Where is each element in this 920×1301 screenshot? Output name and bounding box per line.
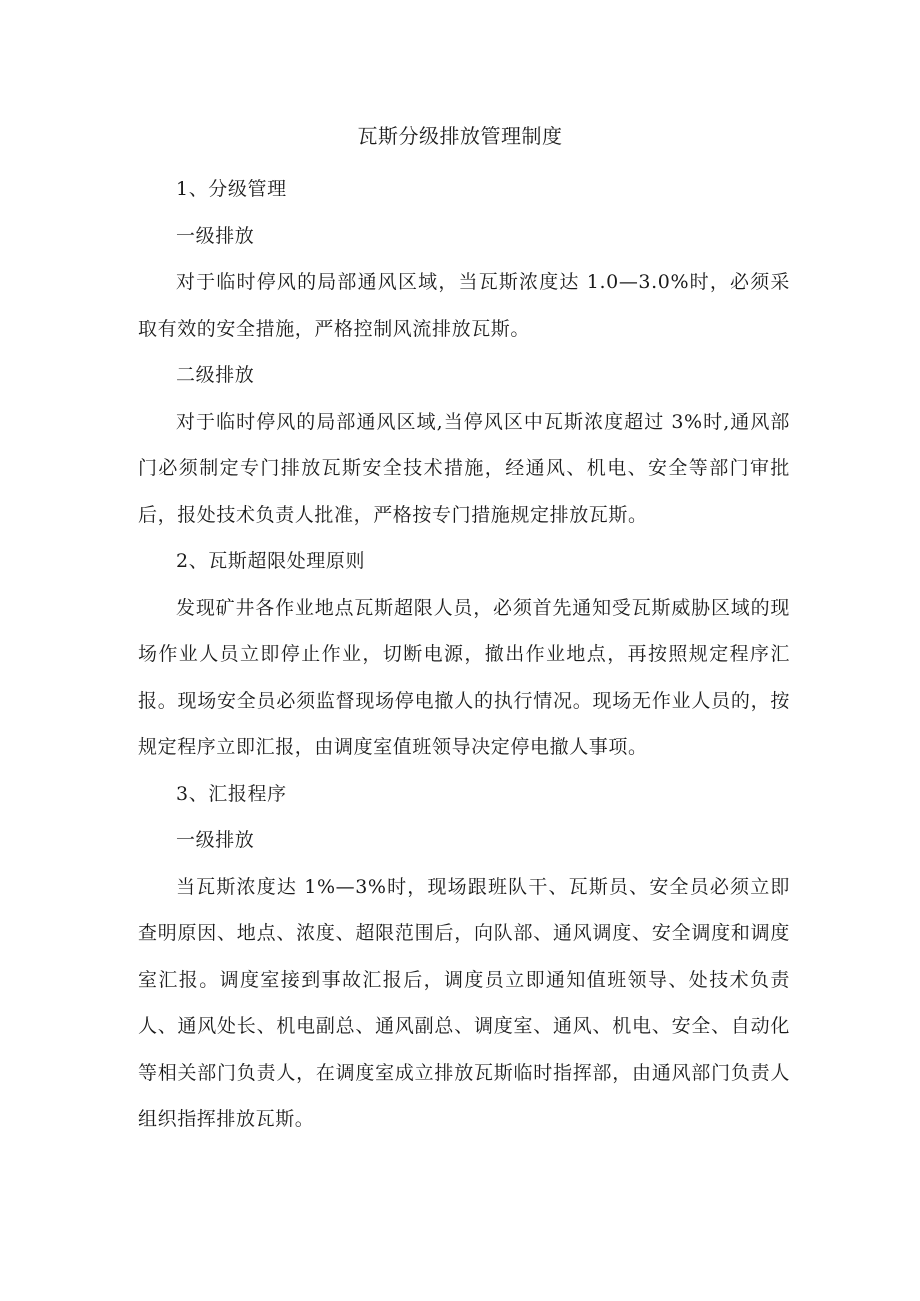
- section-heading-2: 2、瓦斯超限处理原则: [176, 550, 366, 572]
- paragraph: 发现矿井各作业地点瓦斯超限人员，必须首先通知受瓦斯威胁区域的现场作业人员立即停止作业，切断电源，撤出作业地点，再按照规定程序汇报。现场安全员必须监督现场停电撤人的执行情况。现场无作业人员的，按规定程序立即汇报，由调度室值班领导决定停电撤人事项。: [138, 596, 790, 758]
- section-heading-3: 3、汇报程序: [176, 782, 287, 805]
- paragraph: 对于临时停风的局部通风区域,当停风区中瓦斯浓度超过 3%时,通风部门必须制定专门排放瓦斯安全技术措施，经通风、机电、安全等部门审批后，报处技术负责人批准，严格按专门措施规定排放瓦斯。: [138, 410, 790, 526]
- subheading-level-1: 一级排放: [176, 224, 255, 247]
- subheading-level-1: 一级排放: [176, 829, 255, 851]
- section-heading-1: 1、分级管理: [176, 178, 287, 200]
- document-title: 瓦斯分级排放管理制度: [357, 124, 563, 148]
- paragraph: 当瓦斯浓度达 1%—3%时，现场跟班队干、瓦斯员、安全员必须立即查明原因、地点、浓度、超限范围后，向队部、通风调度、安全调度和调度室汇报。调度室接到事故汇报后，调度员立即通知值班领导、处技术负责人、通风处长、机电副总、通风副总、调度室、通风、机电、安全、自动化等相关部门负责人，在调度室成立排放瓦斯临时指挥部，由通风部门负责人组织指挥排放瓦斯。: [138, 875, 790, 1130]
- document-body: [138, 166, 790, 1143]
- paragraph: 对于临时停风的局部通风区域，当瓦斯浓度达 1.0—3.0%时，必须采取有效的安全措施，严格控制风流排放瓦斯。: [138, 271, 790, 340]
- subheading-level-2: 二级排放: [176, 364, 255, 386]
